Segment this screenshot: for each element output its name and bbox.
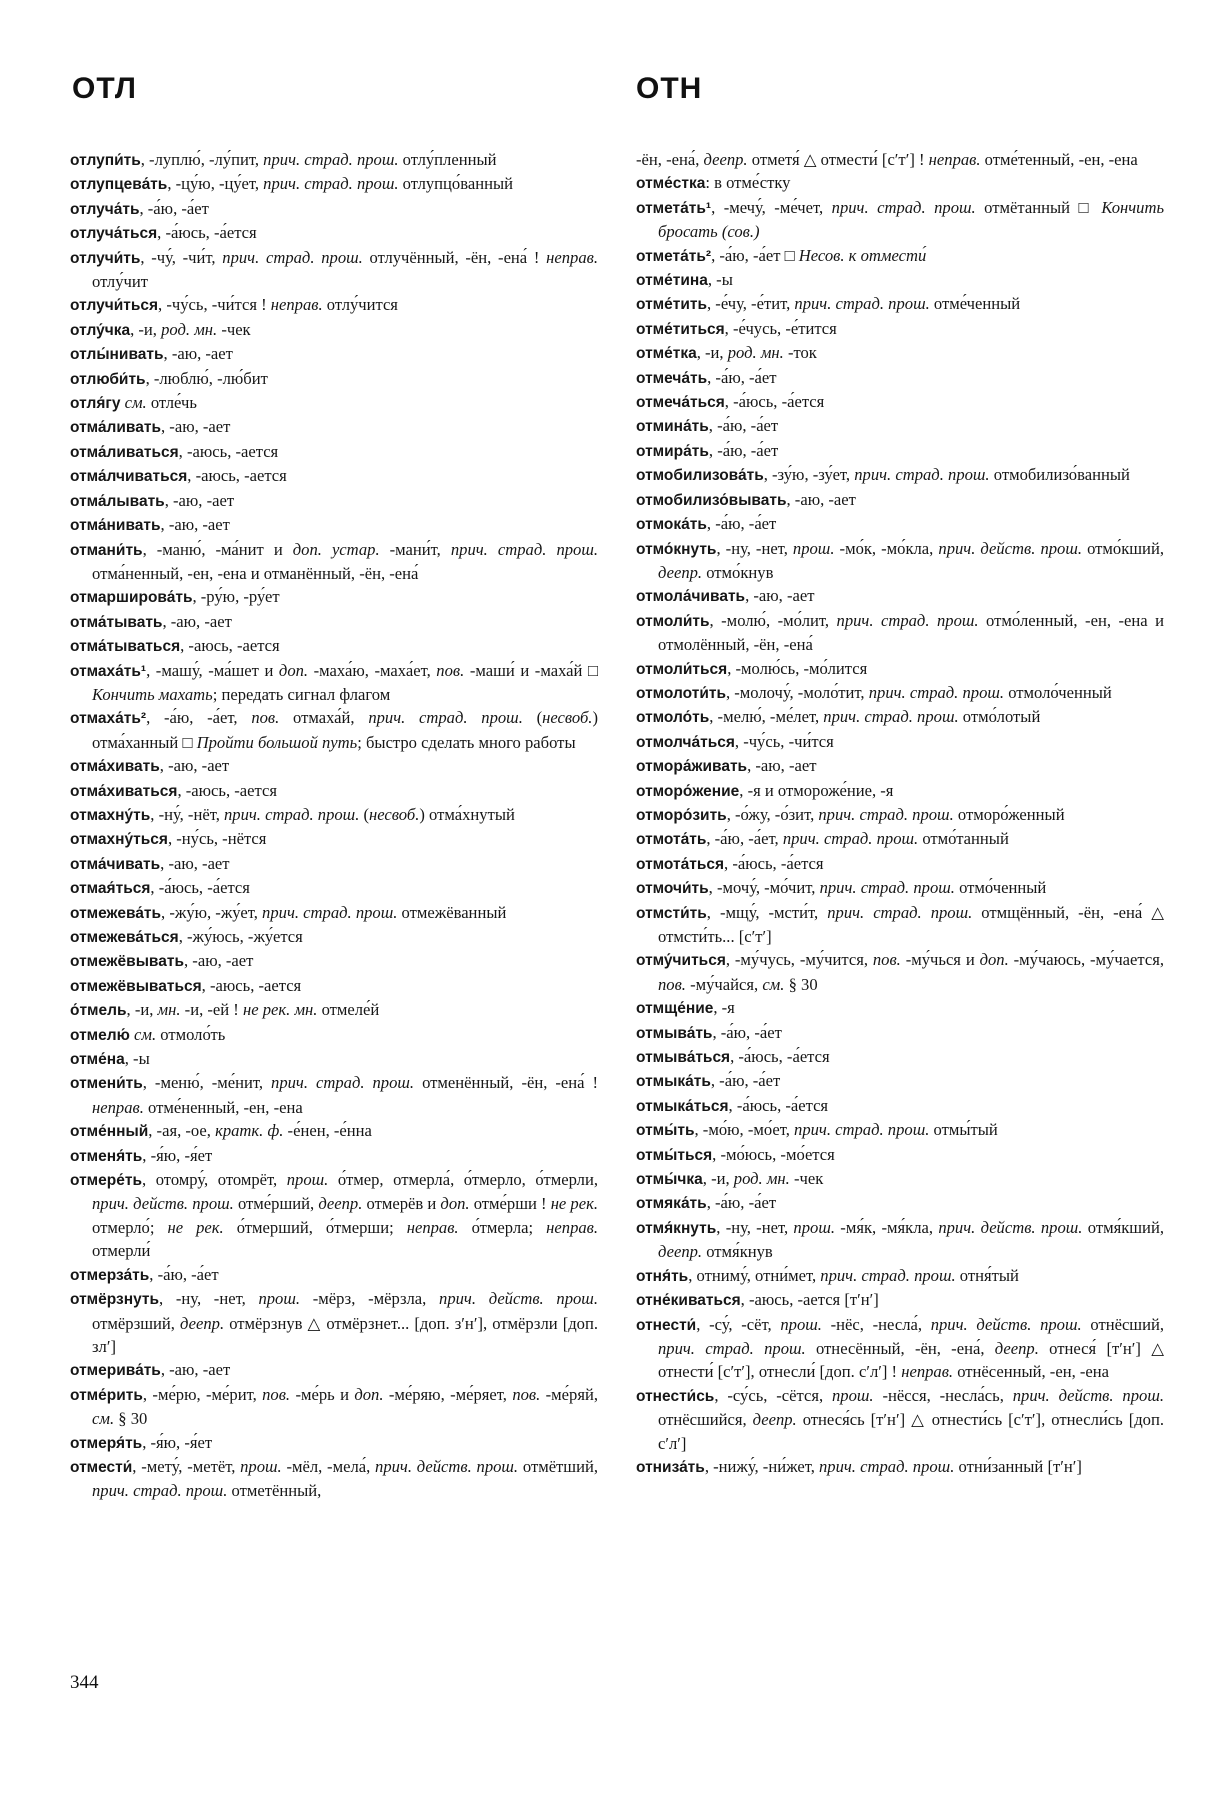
dictionary-entry: отлуча́ть, -а́ю, -а́ет [70,198,209,218]
dictionary-entry: -ён, -ена́, деепр. отметя́ △ отмести́ [сʹтʹ] ! неправ. отме́тенный, -ен, -ена [636,150,1138,169]
dictionary-entry: отмыва́ть, -а́ю, -а́ет [636,1022,782,1042]
dictionary-entry: отмоли́ться, -молю́сь, -мо́лится [636,658,868,678]
dictionary-entry: отме́рить, -ме́рю, -ме́рит, пов. -ме́рь и доп. -ме́ряю, -ме́ряет, пов. -ме́ряй, см. § 30 [70,1384,598,1429]
dictionary-entry: отмани́ть, -маню́, -ма́нит и доп. устар. -мани́т, прич. страд. прош. отма́ненный, -ен, -ена и отманённый, -ён, -ена́ [70,539,599,583]
dictionary-entry: отлуча́ться, -а́юсь, -а́ется [70,223,257,243]
dictionary-entry: отморо́зить, -о́жу, -о́зит, прич. страд. прош. отморо́женный [636,804,1065,824]
dictionary-entry: отма́ливать, -аю, -ает [70,417,231,437]
dictionary-entry: отмолоти́ть, -молочу́, -моло́тит, прич. страд. прош. отмоло́ченный [636,682,1112,702]
dictionary-entry: отмёрзнуть, -ну, -нет, прош. -мёрз, -мёрзла, прич. действ. прош. отмёрзший, деепр. отмёрзнув △ отмёрзнет... [доп. зʹнʹ], отмёрзли [доп. злʹ] [70,1289,598,1356]
dictionary-entry: отмола́чивать, -аю, -ает [636,586,815,606]
left-column [70,148,598,1503]
dictionary-entry: отмере́ть, отомру́, отомрёт, прош. о́тмер, отмерла́, о́тмерло, о́тмерли, прич. действ. прош. отме́рший, деепр. отмерёв и доп. отме́рши ! не рек. отмерло́; не рек. о́тмерший, о́тмерши; неправ. о́тмерла; неправ. отмерли́ [70,1170,599,1261]
right-column [636,148,1164,1479]
dictionary-entry: отмеча́ть, -а́ю, -а́ет [636,367,777,387]
dictionary-entry: отмежёвывать, -аю, -ает [70,951,254,971]
dictionary-entry: о́тмель, -и, мн. -и, -ей ! не рек. мн. отмеле́й [70,1000,380,1020]
dictionary-entry: отма́лчиваться, -аюсь, -ается [70,466,287,486]
dictionary-entry: отмора́живать, -аю, -ает [636,756,817,776]
dictionary-entry: отне́киваться, -аюсь, -ается [тʹнʹ] [636,1290,879,1310]
dictionary-entry: отме́тить, -е́чу, -е́тит, прич. страд. прош. отме́ченный [636,294,1021,314]
dictionary-entry: отмота́ть, -а́ю, -а́ет, прич. страд. прош. отмо́танный [636,829,1009,849]
dictionary-entry: отмежёвываться, -аюсь, -ается [70,975,302,995]
dictionary-entry: отмо́кнуть, -ну, -нет, прош. -мо́к, -мо́кла, прич. действ. прош. отмо́кший, деепр. отмо́кнув [636,538,1164,582]
dictionary-entry: отлучи́ть, -чу́, -чи́т, прич. страд. прош. отлучённый, -ён, -ена́ ! неправ. отлу́чит [70,247,598,292]
dictionary-entry: отмоло́ть, -мелю́, -ме́лет, прич. страд. прош. отмо́лотый [636,707,1041,727]
dictionary-entry: отмочи́ть, -мочу́, -мо́чит, прич. страд. прош. отмо́ченный [636,878,1047,898]
dictionary-entry: отмелю́ см. отмоло́ть [70,1024,226,1044]
dictionary-entry: отму́читься, -му́чусь, -му́чится, пов. -му́чься и доп. -му́чаюсь, -му́чается, пов. -му́чайся, см. § 30 [636,950,1165,994]
dictionary-entry: отля́гу см. отле́чь [70,393,197,413]
dictionary-entry: отлучи́ться, -чу́сь, -чи́тся ! неправ. отлу́чится [70,295,398,315]
dictionary-entry: отма́хиваться, -аюсь, -ается [70,780,277,800]
dictionary-entry: отмобилизова́ть, -зу́ю, -зу́ет, прич. страд. прош. отмобилизо́ванный [636,465,1130,485]
dictionary-entry: отме́нный, -ая, -ое, кратк. ф. -е́нен, -е́нна [70,1121,372,1141]
dictionary-entry: отмы́чка, -и, род. мн. -чек [636,1169,824,1189]
dictionary-entry: отме́титься, -е́чусь, -е́тится [636,318,837,338]
dictionary-entry: отмени́ть, -меню́, -ме́нит, прич. страд. прош. отменённый, -ён, -ена́ ! неправ. отме́ненный, -ен, -ена [70,1073,599,1117]
dictionary-entry: отмсти́ть, -мщу́, -мсти́т, прич. страд. прош. отмщённый, -ён, -ена́ △ отмсти́ть... [сʹтʹ] [636,902,1164,946]
dictionary-entry: отме́стка: в отме́стку [636,173,791,193]
dictionary-entry: отмяка́ть, -а́ю, -а́ет [636,1193,777,1213]
dictionary-entry: отмобилизо́вывать, -аю, -ает [636,489,856,509]
dictionary-entry: отма́нивать, -аю, -ает [70,515,230,535]
dictionary-entry: отмина́ть, -а́ю, -а́ет [636,416,779,436]
dictionary-entry: отма́хивать, -аю, -ает [70,756,230,776]
dictionary-entry: отморо́жение, -я и отмороже́ние, -я [636,780,894,800]
dictionary-entry: отма́тываться, -аюсь, -ается [70,636,280,656]
dictionary-entry: отмахну́ться, -ну́сь, -нётся [70,829,267,849]
dictionary-entry: отлы́нивать, -аю, -ает [70,344,233,364]
dictionary-entry: отмести́, -мету́, -метёт, прош. -мёл, -мела́, прич. действ. прош. отмётший, прич. страд. прош. отметённый, [70,1456,598,1501]
dictionary-entry: отмерза́ть, -а́ю, -а́ет [70,1264,219,1284]
dictionary-entry: отнести́, -су́, -сёт, прош. -нёс, -несла́, прич. действ. прош. отнёсший, прич. страд. прош. отнесённый, -ён, -ена́, деепр. отнеся́ [тʹнʹ] △ отнести́ [сʹтʹ], отнесли́ [доп. сʹлʹ] ! неправ. отнёсенный, -ен, -ена [636,1314,1164,1382]
dictionary-entry: отмще́ние, -я [636,998,735,1018]
dictionary-entry: отма́тывать, -аю, -ает [70,611,232,631]
dictionary-entry: отмеря́ть, -я́ю, -я́ет [70,1432,213,1452]
dictionary-entry: отмая́ться, -а́юсь, -а́ется [70,878,250,898]
dictionary-entry: отмира́ть, -а́ю, -а́ет [636,440,779,460]
page-number: 344 [70,1672,99,1693]
dictionary-entry: отлупи́ть, -луплю́, -лу́пит, прич. страд. прош. отлу́пленный [70,150,497,169]
dictionary-entry: отмолча́ться, -чу́сь, -чи́тся [636,731,834,751]
dictionary-entry: отме́тка, -и, род. мн. -ток [636,343,817,363]
guide-word-right: ОТН [636,72,703,105]
dictionary-entry: отмеча́ться, -а́юсь, -а́ется [636,392,825,412]
dictionary-entry: отме́тина, -ы [636,270,733,290]
dictionary-entry: отмета́ть², -а́ю, -а́ет □ Несов. к отмести́ [636,245,927,265]
dictionary-entry: отмежева́ть, -жу́ю, -жу́ет, прич. страд. прош. отмежёванный [70,902,507,922]
dictionary-entry: отмы́ться, -мо́юсь, -мо́ется [636,1144,835,1164]
dictionary-entry: отнести́сь, -су́сь, -сётся, прош. -нёсся, -несла́сь, прич. действ. прош. отнёсшийся, деепр. отнеся́сь [тʹнʹ] △ отнести́сь [сʹтʹ], отнесли́сь [доп. сʹлʹ] [636,1385,1164,1453]
guide-word-left: ОТЛ [72,72,137,105]
dictionary-entry: отлупцева́ть, -цу́ю, -цу́ет, прич. страд. прош. отлупцо́ванный [70,174,513,194]
dictionary-entry: отмета́ть¹, -мечу́, -ме́чет, прич. страд. прош. отмётанный □ Кончить бросать (сов.) [636,197,1165,242]
dictionary-entry: отмыка́ться, -а́юсь, -а́ется [636,1095,829,1115]
dictionary-entry: отма́лывать, -аю, -ает [70,490,235,510]
dictionary-entry: отмыка́ть, -а́ю, -а́ет [636,1071,781,1091]
dictionary-entry: отменя́ть, -я́ю, -я́ет [70,1145,213,1165]
dictionary-entry: отмежева́ться, -жу́юсь, -жу́ется [70,927,303,946]
dictionary-entry: отниза́ть, -нижу́, -ни́жет, прич. страд. прош. отни́занный [тʹнʹ] [636,1456,1082,1476]
dictionary-entry: отмы́ть, -мо́ю, -мо́ет, прич. страд. прош. отмы́тый [636,1120,998,1140]
dictionary-entry: отмока́ть, -а́ю, -а́ет [636,514,777,534]
dictionary-entry: отмота́ться, -а́юсь, -а́ется [636,853,824,873]
dictionary-entry: отмыва́ться, -а́юсь, -а́ется [636,1047,830,1067]
dictionary-entry: отмарширова́ть, -ру́ю, -ру́ет [70,587,280,607]
dictionary-entry: отлу́чка, -и, род. мн. -чек [70,319,251,339]
dictionary-entry: отме́на, -ы [70,1049,150,1069]
dictionary-entry: отмоли́ть, -молю́, -мо́лит, прич. страд. прош. отмо́ленный, -ен, -ена и отмолённый, -ён, -ена́ [636,610,1164,655]
dictionary-entry: отмаха́ть¹, -машу́, -ма́шет и доп. -маха́ю, -маха́ет, пов. -маши́ и -маха́й □ Кончить махать; передать сигнал флагом [70,660,598,704]
dictionary-entry: отмя́кнуть, -ну, -нет, прош. -мя́к, -мя́кла, прич. действ. прош. отмя́кший, деепр. отмя́кнув [636,1217,1164,1262]
dictionary-entry: отмахну́ть, -ну́, -нёт, прич. страд. прош. (несвоб.) отма́хнутый [70,804,515,824]
dictionary-entry: отмерива́ть, -аю, -ает [70,1360,231,1380]
dictionary-entry: отлюби́ть, -люблю́, -лю́бит [70,368,268,388]
dictionary-entry: отма́чивать, -аю, -ает [70,853,230,873]
dictionary-entry: отня́ть, отниму́, отни́мет, прич. страд. прош. отня́тый [636,1265,1019,1285]
dictionary-entry: отмаха́ть², -а́ю, -а́ет, пов. отмаха́й, прич. страд. прош. (несвоб.) отма́ханный □ Пройти большой путь; быстро сделать много работы [70,708,598,752]
dictionary-entry: отма́ливаться, -аюсь, -ается [70,441,279,461]
